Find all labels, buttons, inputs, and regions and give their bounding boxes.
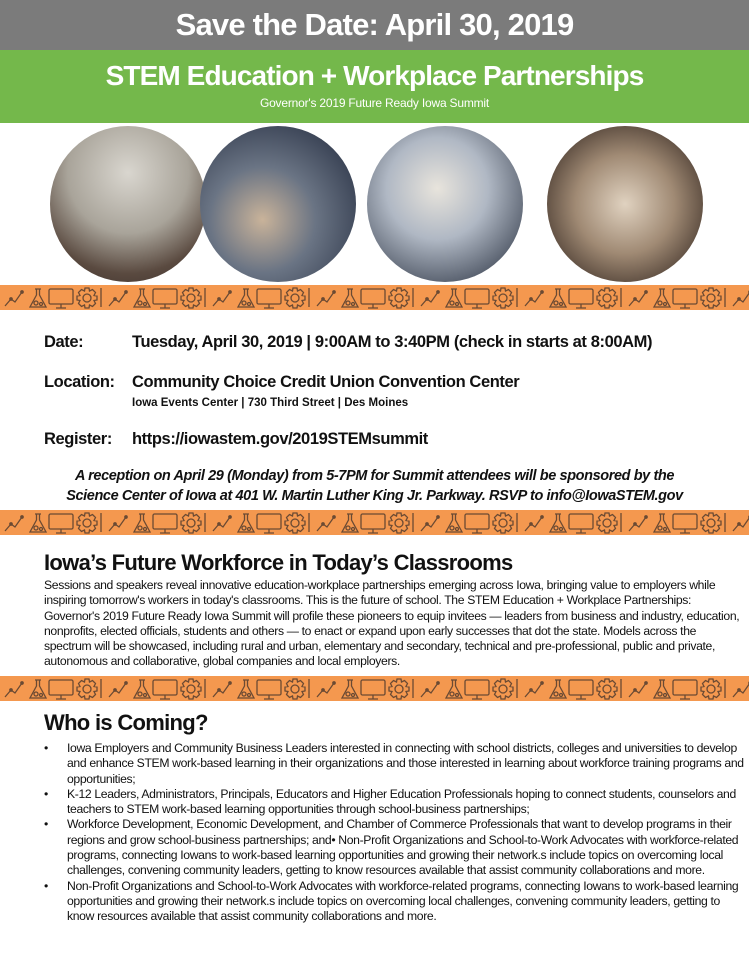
photo-students [200, 126, 356, 282]
icon-strip [0, 285, 749, 310]
gear-icon [77, 513, 97, 533]
line-chart-icon [733, 516, 749, 531]
flask-icon [134, 289, 150, 307]
location-label: Location: [44, 373, 115, 391]
gear-icon [389, 679, 409, 699]
gear-icon [597, 513, 617, 533]
gear-icon [701, 679, 721, 699]
event-title: STEM Education + Workplace Partnerships [105, 60, 644, 91]
monitor-icon [361, 514, 385, 533]
monitor-icon [361, 680, 385, 699]
monitor-icon [153, 289, 177, 308]
gear-icon [493, 679, 513, 699]
gear-icon [181, 513, 201, 533]
gear-icon [389, 513, 409, 533]
line-chart-icon [629, 291, 647, 306]
line-chart-icon [629, 682, 647, 697]
photo-presenter [367, 126, 523, 282]
workforce-body: Sessions and speakers reveal innovative education-workplace partnerships emerging across Iowa, bringing value to employers while inspiring tomorrow's workers in today's classrooms. This is the future of school. The STEM Education + Workplace Partnerships: Governor's 2019 Future Ready Iowa Summit will profile these pioneers to equip invitees — leaders from business and industry, education, nonprofits, elected officials, students and others — to enact or expand upon early successes that dot the state. Models across the spectrum will be showcased, including rural and urban, elementary and secondary, technical and pre-professional, public and private, autonomous and collaborative, global companies and local employers. [44, 578, 740, 669]
line-chart-icon [733, 291, 749, 306]
date-value: Tuesday, April 30, 2019 | 9:00AM to 3:40PM (check in starts at 8:00AM) [132, 333, 653, 351]
gear-icon [285, 288, 305, 308]
line-chart-icon [525, 291, 543, 306]
location-sub: Iowa Events Center | 730 Third Street | Des Moines [132, 397, 409, 409]
event-subtitle: Governor's 2019 Future Ready Iowa Summit [259, 96, 490, 110]
gear-icon [389, 288, 409, 308]
monitor-icon [569, 514, 593, 533]
who-heading: Who is Coming? [44, 710, 208, 735]
location-row [44, 373, 519, 392]
photo-roundtable [547, 126, 703, 282]
flask-icon [446, 680, 462, 698]
line-chart-icon [5, 291, 23, 306]
flask-icon [654, 289, 670, 307]
monitor-icon [257, 514, 281, 533]
monitor-icon [257, 680, 281, 699]
flask-icon [134, 680, 150, 698]
monitor-icon [465, 680, 489, 699]
gear-icon [701, 288, 721, 308]
line-chart-icon [109, 682, 127, 697]
save-the-date-banner: Save the Date: April 30, 2019 [0, 0, 749, 50]
monitor-icon [673, 680, 697, 699]
flask-icon [30, 680, 46, 698]
line-chart-icon [109, 516, 127, 531]
icon-strip [0, 676, 749, 701]
line-chart-icon [629, 516, 647, 531]
date-row [44, 333, 652, 352]
line-chart-icon [109, 291, 127, 306]
monitor-icon [49, 289, 73, 308]
reception-line-2: Science Center of Iowa at 401 W. Martin Luther King Jr. Parkway. RSVP to info@IowaSTEM.gov [66, 488, 683, 504]
monitor-icon [569, 680, 593, 699]
icon-strip [0, 510, 749, 535]
photo-greenhouse [50, 126, 206, 282]
gear-icon [493, 288, 513, 308]
flask-icon [654, 514, 670, 532]
line-chart-icon [317, 682, 335, 697]
location-value: Community Choice Credit Union Convention Center [132, 373, 520, 391]
list-item: • Workforce Development, Economic Development, and Chamber of Commerce Professionals that want to develop programs in their regions and grow school-business partnerships; and• Non-Profit Organizations and School-to-Work Advocates with workforce-related programs, connecting Iowans to work-based learning opportunities and growing their network.s include topics on overcoming local challenges, convening community leaders, getting to know resources available that assist community collaborations and more. [44, 817, 744, 878]
reception-note [0, 466, 749, 506]
monitor-icon [361, 289, 385, 308]
gear-icon [493, 513, 513, 533]
list-item: • Iowa Employers and Community Business Leaders interested in connecting with school districts, colleges and universities to develop and enhance STEM work-based learning in their organizations and those interested in learning about workforce training programs and opportunities; [44, 741, 744, 787]
flask-icon [550, 289, 566, 307]
flask-icon [550, 514, 566, 532]
register-label: Register: [44, 430, 112, 448]
monitor-icon [153, 514, 177, 533]
flask-icon [342, 289, 358, 307]
line-chart-icon [213, 516, 231, 531]
register-row [44, 430, 428, 449]
monitor-icon [673, 289, 697, 308]
list-item: • Non-Profit Organizations and School-to-Work Advocates with workforce-related programs, connecting Iowans to work-based learning opportunities and growing their network.s include topics on overcoming local challenges, convening community leaders, getting to know resources available that assist community collaborations and more. [44, 879, 744, 925]
monitor-icon [465, 514, 489, 533]
flask-icon [446, 514, 462, 532]
flask-icon [238, 514, 254, 532]
reception-line-1: A reception on April 29 (Monday) from 5-7PM for Summit attendees will be sponsored by the [75, 468, 674, 484]
gear-icon [181, 288, 201, 308]
flask-icon [238, 680, 254, 698]
flask-icon [30, 289, 46, 307]
gear-icon [285, 513, 305, 533]
flask-icon [550, 680, 566, 698]
gear-icon [597, 679, 617, 699]
flask-icon [342, 514, 358, 532]
line-chart-icon [5, 682, 23, 697]
gear-icon [285, 679, 305, 699]
gear-icon [77, 679, 97, 699]
line-chart-icon [5, 516, 23, 531]
line-chart-icon [421, 291, 439, 306]
gear-icon [77, 288, 97, 308]
line-chart-icon [317, 516, 335, 531]
monitor-icon [569, 289, 593, 308]
date-label: Date: [44, 333, 84, 351]
monitor-icon [465, 289, 489, 308]
gear-icon [181, 679, 201, 699]
flask-icon [134, 514, 150, 532]
line-chart-icon [733, 682, 749, 697]
gear-icon [597, 288, 617, 308]
line-chart-icon [525, 516, 543, 531]
flask-icon [446, 289, 462, 307]
workforce-heading: Iowa’s Future Workforce in Today’s Classrooms [44, 550, 513, 575]
gear-icon [701, 513, 721, 533]
monitor-icon [257, 289, 281, 308]
monitor-icon [49, 680, 73, 699]
who-list [44, 741, 744, 925]
flask-icon [342, 680, 358, 698]
flask-icon [30, 514, 46, 532]
flask-icon [654, 680, 670, 698]
flask-icon [238, 289, 254, 307]
monitor-icon [153, 680, 177, 699]
line-chart-icon [421, 516, 439, 531]
line-chart-icon [317, 291, 335, 306]
monitor-icon [49, 514, 73, 533]
line-chart-icon [213, 291, 231, 306]
register-link[interactable]: https://iowastem.gov/2019STEMsummit [132, 430, 428, 448]
line-chart-icon [213, 682, 231, 697]
monitor-icon [673, 514, 697, 533]
list-item: • K-12 Leaders, Administrators, Principals, Educators and Higher Education Professionals hoping to connect students, counselors and teachers to STEM work-based learning opportunities through school-business partnerships; [44, 787, 744, 818]
title-banner [0, 50, 749, 123]
line-chart-icon [421, 682, 439, 697]
line-chart-icon [525, 682, 543, 697]
